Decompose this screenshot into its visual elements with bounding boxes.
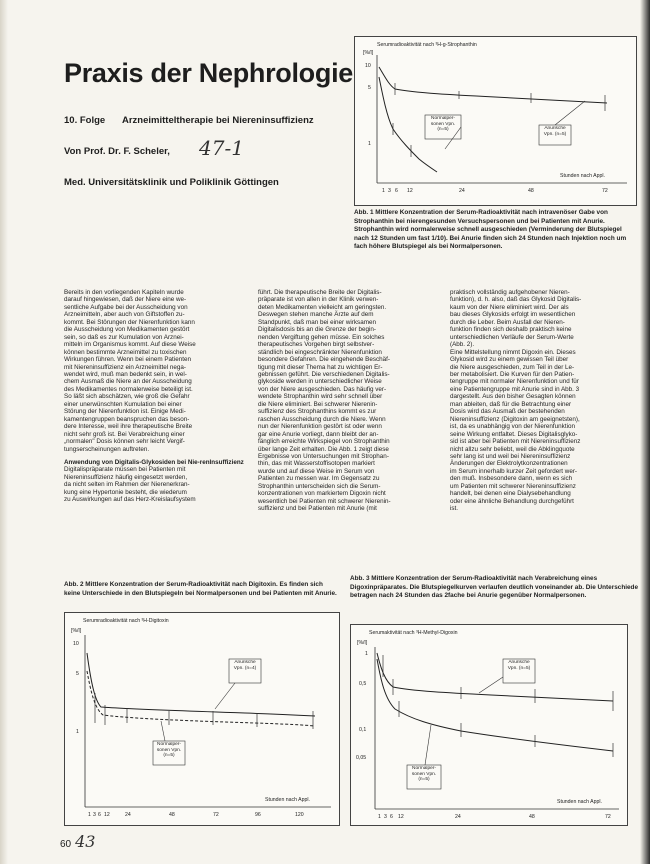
figure-3-ytick: 0,05: [356, 755, 367, 761]
paragraph-line: praktisch vollständig aufgehobener Nieren-: [450, 289, 570, 296]
series-line: [64, 115, 314, 126]
paragraph-line: Deswegen stehen manche Ärzte auf dem: [258, 311, 374, 319]
paragraph-line: von der Niere ausgeschieden. Das häufig ver-: [258, 385, 387, 393]
figure-3-legend-anuric-text: Anurische Vpn. (n=5): [507, 660, 531, 671]
figure-2-xtick: 6: [98, 812, 101, 818]
paragraph-line: Strophanthin unterscheiden sich die Serum-: [258, 482, 381, 490]
figure-2-curve-normal: [87, 671, 315, 726]
paragraph-line: seine Wirkung entfaltet. Dieses Digitalisglyko-: [450, 430, 578, 438]
paragraph-line: suffizienz und bei Patienten mit Anurie (mit: [258, 505, 377, 513]
paragraph-line: handelt, bei denen eine Dialysebehandlung: [450, 490, 571, 498]
paragraph-line: thin, das mit Wasserstoffisotopen markiert: [258, 460, 375, 468]
paragraph-line: Niereninsuffizienz (Digitoxin am geeignetsten),: [450, 415, 580, 423]
paragraph-line: glykoside werden in unterschiedlicher Weise: [258, 378, 382, 386]
figure-3-xtick: 24: [455, 814, 461, 820]
paragraph-line: des Medikamentes normalerweise beteiligt ist.: [64, 385, 193, 393]
paragraph-line: präparate ist von allen in der Klinik verwen-: [258, 296, 379, 304]
figure-3-y-label: Serumaktivität nach ³H-Methyl-Digoxin: [369, 630, 458, 636]
figure-3-x-label: Stunden nach Appl.: [557, 799, 602, 805]
figure-2-y-label: Serumradioaktivität nach ³H-Digitoxin: [83, 618, 169, 624]
paragraph-line: zu Auswirkungen auf das Herz-Kreislaufsystem: [64, 496, 196, 504]
paragraph-line: Eine Mittelstellung nimmt Digoxin ein. Dieses: [450, 348, 576, 356]
paragraph-line: nicht allzu sehr beliebt, weil die Abklingquote: [450, 445, 575, 453]
paragraph-line: kung eine Hypertonie besteht, die wiederum: [64, 488, 187, 496]
paragraph-line: nicht sehr groß ist. Bei Verabreichung einer: [64, 430, 185, 438]
paragraph-line: kommt. Bei Störungen der Nierenfunktion kann: [64, 318, 195, 326]
paragraph-line: Dosis wird das Ausmaß der bestehenden: [450, 408, 565, 416]
paragraph-line: funktion finden sich deshalb praktisch keine: [450, 326, 572, 334]
figure-1-ytick: 5: [368, 85, 371, 91]
paragraph-line: wurde und auf diese Weise im Serum von: [258, 467, 375, 475]
figure-2-legend-anuric-text: Anurische Vpn. (n=4): [233, 660, 257, 671]
paragraph-line: Glykosid wird zu einem gewissen Teil über: [450, 356, 569, 364]
paragraph-line: raschen Ausscheidung durch die Niere. Wenn: [258, 415, 386, 423]
figure-3-legend-normal: [408, 766, 440, 788]
paragraph-line: über lange Zeit erhalten. Die Abb. 1 zeigt diese: [258, 445, 389, 453]
paragraph-line: gebnissen geführt. Die verschiedenen Digitalis-: [258, 370, 390, 378]
paragraph-line: So läßt sich abschätzen, wie groß die Gefahr: [64, 393, 190, 401]
figure-2-pointer: [161, 721, 165, 741]
figure-1-xtick: 24: [459, 188, 465, 194]
figure-2-xtick: 96: [255, 812, 261, 818]
paragraph-line: Standpunkt, daß man bei einer wirksamen: [258, 318, 376, 326]
paragraph-line: mit Niereninsuffizienz ein Arzneimittel nega-: [64, 363, 187, 371]
figure-3-curve-normal: [377, 659, 613, 751]
paragraph-line: fänglich erreichte Wirkspiegel von Strophanthin: [258, 438, 390, 446]
paragraph-line: therapeutisches Vorgehen birgt selbstver-: [258, 341, 375, 349]
figure-3-xtick: 6: [390, 814, 393, 820]
paragraph-line: darauf hingewiesen, daß der Niere eine we-: [64, 296, 187, 304]
figure-1-y-label: Serumradioaktivität nach ³H-g-Strophanthin: [377, 42, 477, 48]
figure-3-pointer: [479, 677, 503, 693]
figure-1-pointer: [555, 101, 585, 125]
paragraph-line: Änderungen der Elektrolytkonzentrationen: [450, 460, 568, 468]
figure-3-curve-anuric: [377, 653, 613, 701]
paragraph-line: wendet wird, muß man bedenkt sein, in wel-: [64, 370, 187, 378]
figure-2-xtick: 120: [295, 812, 304, 818]
page-handwriting: 43: [75, 832, 96, 851]
figure-2-curve-anuric: [87, 653, 315, 716]
figure-2-ytick: 1: [76, 729, 79, 735]
paragraph-line: ist.: [450, 505, 459, 513]
paragraph-line: wendete Strophanthin wird sehr schnell über: [258, 393, 383, 401]
figure-1-xtick: 12: [407, 188, 413, 194]
paragraph-line: gar eine Anurie vorliegt, dann bleibt der an-: [258, 430, 379, 438]
figure-3-xtick: 72: [605, 814, 611, 820]
figure-2-xtick: 48: [169, 812, 175, 818]
figure-3-y-unit: [%/l]: [357, 640, 368, 646]
paragraph-line: kaum von der Niere eliminiert wird. Der als: [450, 303, 569, 311]
section-heading: Anwendung von Digitalis-Glykosiden bei Nie-renInsuffizienz: [64, 458, 244, 466]
paragraph-line: Ergebnisse von Untersuchungen mit Strophan-: [258, 452, 389, 460]
figure-1-ytick: 10: [365, 63, 371, 69]
figure-2-x-label: Stunden nach Appl.: [265, 797, 310, 803]
paragraph-line: die Ausscheidung von Medikamenten gestört: [64, 326, 190, 334]
figure-2-legend-normal-text: Normalper-sonen Vpn. (n=5): [156, 742, 182, 758]
paragraph-line: Niereninsuffizienz häufig eingesetzt werden,: [64, 473, 188, 481]
paragraph-line: eine Patientengruppe mit Anurie sind in Abb. 3: [450, 385, 580, 393]
paragraph-line: den muß. Insbesondere dann, wenn es sich: [450, 475, 573, 483]
page-number: 60: [60, 839, 72, 850]
paragraph-line: Digitalispräparate müssen bei Patienten mit: [64, 466, 186, 474]
figure-1-ytick: 1: [368, 141, 371, 147]
paragraph-line: kamentengruppen beanspruchen das beson-: [64, 415, 190, 423]
figure-2-legend-normal: [154, 742, 184, 764]
figure-2-caption: Abb. 2 Mittlere Konzentration der Serum-Radioaktivität nach Digitoxin. Es finden sich keine Unterschiede in den Blutspiegeln bei Normalpersonen und bei Patienten mit Anurie.: [64, 581, 337, 597]
series-title: Arzneimitteltherapie bei Niereninsuffizienz: [122, 115, 314, 126]
paragraph-line: oder eine ähnliche Behandlung durchgeführt: [450, 497, 574, 505]
handwritten-note: 47-1: [199, 136, 244, 160]
paragraph-line: chem Ausmaß die Niere an der Ausscheidung: [64, 378, 192, 386]
figure-1-caption: Abb. 1 Mittlere Konzentration der Serum-Radioaktivität nach intravenöser Gabe von Strophanthin bei nierengesunden Versuchspersonen und bei Patienten mit Anurie. Strophanthin wird normalerweise schnell ausgeschieden (Verminderung der Blutspiegel nach 12 Stunden um fast 1/10). Bei Anurie finden sich 24 Stunden nach Injektion noch um fach höhere Blutspiegel als bei Normalpersonen.: [354, 209, 627, 251]
paragraph-line: im Serum innerhalb kurzer Zeit gefordert wer-: [450, 467, 578, 475]
paragraph-line: können bestimmte Arzneimittel zu toxischen: [64, 348, 187, 356]
paragraph-line: um Patienten mit schwerer Niereninsuffizienz: [450, 482, 576, 490]
paragraph-line: Bereits in den vorliegenden Kapiteln wurde: [64, 289, 184, 296]
figure-1-xtick: 1: [382, 188, 385, 194]
affiliation-line: Med. Universitätsklinik und Poliklinik Göttingen: [64, 177, 279, 188]
figure-3-caption: Abb. 3 Mittlere Konzentration der Serum-Radioaktivität nach Verabreichung eines Digoxinpräparates. Die Blutspiegelkurven verlaufen deutlich voneinander ab. Die Unterschiede betragen nach 24 Stunden das 2fache bei Anurie gegenüber Normalpersonen.: [350, 575, 639, 600]
page-footer: [60, 832, 95, 851]
paragraph-line: bau dieses Glykosids erfolgt im wesentlichen: [450, 311, 576, 319]
figure-2-xtick: 3: [93, 812, 96, 818]
figure-3-xtick: 48: [529, 814, 535, 820]
paragraph-line: durch die Leber. Beim Ausfall der Nieren-: [450, 318, 565, 326]
figure-2-legend-anuric: [230, 660, 260, 682]
figure-1-plot: [355, 37, 636, 205]
paragraph-line: Arzneimitteln, aber auch von Giftstoffen zu-: [64, 311, 185, 319]
figure-1-legend-anuric-text: Anurische Vpn. (n=5): [543, 126, 567, 137]
paragraph-line: die Niere ausgeschieden, zum Teil in der Le-: [450, 363, 575, 371]
figure-1-xtick: 6: [395, 188, 398, 194]
paragraph-line: wesentlich bei Patienten mit schwerer Nierenin-: [258, 497, 391, 505]
figure-1-legend-normal-text: Normalper-sonen Vpn. (n=5): [430, 116, 456, 132]
figure-3-legend-normal-text: Normalper-sonen Vpn. (n=5): [411, 766, 437, 782]
paragraph-line: Patienten zu messen war. Im Gegensatz zu: [258, 475, 380, 483]
figure-3-ytick: 1: [365, 651, 368, 657]
paragraph-line: ist, da es unabhängig von der Nierenfunktion: [450, 423, 575, 431]
figure-1-legend-normal: [426, 116, 460, 138]
paragraph-line: dere Interesse, weil ihre therapeutische Breite: [64, 423, 193, 431]
article-title: Praxis der Nephrologie: [64, 58, 353, 88]
paragraph-line: sein, so daß es zur Kumulation von Arznei-: [64, 333, 184, 341]
figure-3-error-bars: [383, 655, 613, 757]
figure-1-x-label: Stunden nach Appl.: [560, 173, 605, 179]
figure-3-xtick: 1: [378, 814, 381, 820]
figure-2-ytick: 5: [76, 671, 79, 677]
figure-2-pointer: [215, 683, 235, 709]
paragraph-line: unterschiedlichen Verläufe der Serum-Werte: [450, 333, 574, 341]
figure-2-xtick: 24: [125, 812, 131, 818]
paragraph-line: deten Medikamenten vielleicht am geringsten.: [258, 303, 387, 311]
text-column-3: [450, 289, 640, 513]
paragraph-line: sehr lang ist und weil bei Niereninsuffizienz: [450, 452, 571, 460]
paragraph-line: mitteln im Organismus kommt. Auf diese Weise: [64, 341, 196, 349]
figure-1-xtick: 72: [602, 188, 608, 194]
paragraph-line: führt. Die therapeutische Breite der Digitalis-: [258, 289, 382, 296]
paragraph-line: suffizienz des Strophanthins kommt es zur: [258, 408, 377, 416]
paragraph-line: man ableiten, daß für die Betrachtung einer: [450, 400, 572, 408]
figure-3-pointer: [425, 725, 431, 765]
paragraph-line: sid ist aber bei Patienten mit Niereninsuffizienz: [450, 438, 581, 446]
paragraph-line: dargestellt. Aus den bisher Gesagten können: [450, 393, 576, 401]
figure-2-y-unit: [%/l]: [71, 628, 82, 634]
figure-2-xtick: 12: [104, 812, 110, 818]
figure-1: [354, 36, 637, 206]
figure-1-legend-anuric: [540, 126, 570, 144]
figure-2-plot: [65, 613, 339, 825]
figure-3: [350, 624, 628, 826]
figure-3-xtick: 12: [398, 814, 404, 820]
paragraph-line: tungserscheinungen auftreten.: [64, 445, 150, 453]
paragraph-line: nun der Nierenfunktion gestört ist oder wenn: [258, 423, 382, 431]
figure-3-plot: [351, 625, 627, 825]
paragraph-line: konzentrationen von markiertem Digoxin nicht: [258, 490, 386, 498]
paragraph-line: die Niere eliminiert. Bei schwerer Nierenin-: [258, 400, 378, 408]
text-column-1: [64, 289, 246, 504]
figure-1-xtick: 48: [528, 188, 534, 194]
figure-2-xtick: 1: [88, 812, 91, 818]
paragraph-line: einer unerwünschten Kumulation bei einer: [64, 400, 182, 408]
paragraph-line: (Abb. 2).: [450, 341, 475, 349]
figure-3-xtick: 3: [384, 814, 387, 820]
paragraph-line: ber metabolisiert. Die Kurven für den Patien-: [450, 370, 575, 378]
figure-3-legend-anuric: [504, 660, 534, 682]
paragraph-line: „normalen" Dosis können sehr leicht Vergif-: [64, 438, 185, 446]
page-edge-shadow-left: [0, 0, 8, 864]
author-line: Von Prof. Dr. F. Scheler,: [64, 146, 170, 157]
page-edge-shadow-right: [640, 0, 650, 864]
paragraph-line: tigung mit dieser Thema hat zu wichtigen Er-: [258, 363, 383, 371]
paragraph-line: da nicht selten im Rahmen der Nierenerkran-: [64, 481, 190, 489]
text-column-2: [258, 289, 438, 513]
figure-3-ytick: 0,5: [359, 681, 367, 687]
paragraph-line: tengruppe mit normaler Nierenfunktion und für: [450, 378, 579, 386]
figure-2-ytick: 10: [73, 641, 79, 647]
figure-2-xtick: 72: [213, 812, 219, 818]
paragraph-line: Störung der Nierenfunktion ist. Einige Medi-: [64, 408, 186, 416]
figure-3-ytick: 0,1: [359, 727, 367, 733]
series-number: 10. Folge: [64, 115, 106, 126]
figure-1-curve-anuric: [379, 67, 607, 103]
paragraph-line: Wirkungen führen. Wenn bei einem Patienten: [64, 356, 191, 364]
paragraph-line: funktion), d. h. also, daß das Glykosid Digitalis-: [450, 296, 582, 304]
paragraph-line: nenden Vergiftung gehen müsse. Ein solches: [258, 333, 385, 341]
paragraph-line: sentliche Aufgabe bei der Ausscheidung von: [64, 303, 188, 311]
figure-2: [64, 612, 340, 826]
paragraph-line: Digitalisdosis bis an die Grenze der begin-: [258, 326, 376, 334]
paragraph-line: besondere Gefahren. Die eingehende Beschäf-: [258, 356, 390, 364]
figure-1-xtick: 3: [388, 188, 391, 194]
figure-1-y-unit: [%/l]: [363, 50, 374, 56]
paragraph-line: ständlich bei eingeschränkter Nierenfunktion: [258, 348, 382, 356]
